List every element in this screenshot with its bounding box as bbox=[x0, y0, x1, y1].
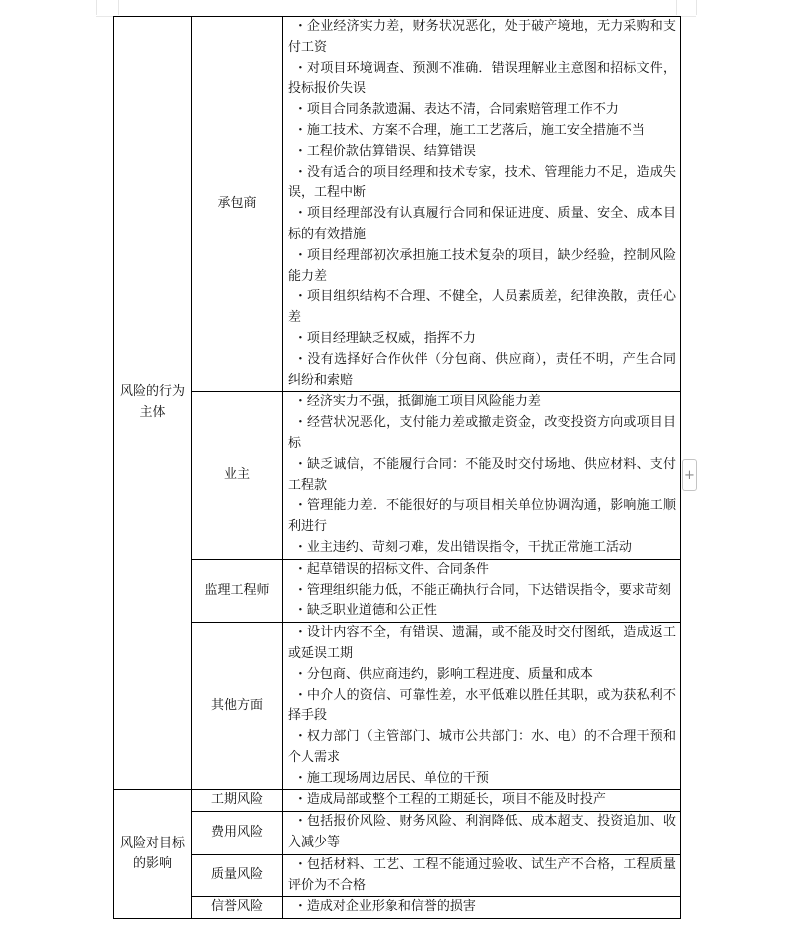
bullet-item: ・管理组织能力低，不能正确执行合同，下达错误指令，要求苛刻 bbox=[293, 582, 671, 598]
bullet-item: ・缺乏诚信，不能履行合同：不能及时交付场地、供应材料、支付工程款 bbox=[288, 456, 676, 493]
table-row bbox=[114, 559, 681, 622]
bullet-item: ・工程价款估算错误、结算错误 bbox=[293, 143, 476, 159]
bullet-item: ・经济实力不强，抵御施工项目风险能力差 bbox=[293, 394, 541, 410]
description-cell bbox=[283, 897, 681, 919]
description-cell bbox=[283, 790, 681, 812]
bullet-item: ・对项目环境调查、预测不准确．错误理解业主意图和招标文件，投标报价失误 bbox=[288, 60, 676, 97]
bullet-item: ・项目经理部没有认真履行合同和保证进度、质量、安全、成本目标的有效措施 bbox=[288, 206, 676, 242]
subject-cell: 信誉风险 bbox=[192, 897, 283, 919]
table-row bbox=[114, 623, 681, 790]
bullet-item: ・造成局部或整个工程的工期延长，项目不能及时投产 bbox=[293, 792, 606, 808]
subject-cell: 工期风险 bbox=[192, 790, 283, 812]
category-cell: 风险对目标的影响 bbox=[114, 790, 192, 919]
bullet-item: ・包括材料、工艺、工程不能通过验收、试生产不合格，工程质量评价为不合格 bbox=[288, 856, 676, 893]
bullet-item: ・设计内容不全，有错误、遗漏，或不能及时交付图纸，造成返工或延误工期 bbox=[288, 625, 676, 661]
category-cell: 风险的行为主体 bbox=[114, 17, 192, 790]
bullet-item: ・项目经理缺乏权威，指挥不力 bbox=[293, 330, 476, 346]
ruler-tick-left bbox=[96, 0, 97, 15]
bullet-item: ・造成对企业形象和信誉的损害 bbox=[293, 899, 476, 915]
subject-cell: 其他方面 bbox=[192, 623, 283, 790]
description-cell bbox=[283, 17, 681, 392]
risk-table-body bbox=[114, 17, 681, 919]
description-cell bbox=[283, 392, 681, 559]
subject-cell: 质量风险 bbox=[192, 854, 283, 897]
table-row bbox=[114, 392, 681, 559]
bullet-item: ・经营状况恶化，支付能力差或撤走资金，改变投资方向或项目目标 bbox=[288, 415, 676, 451]
table-row bbox=[114, 790, 681, 812]
table-row bbox=[114, 897, 681, 919]
bullet-item: ・企业经济实力差，财务状况恶化，处于破产境地，无力采购和支付工资 bbox=[288, 19, 676, 55]
description-cell bbox=[283, 623, 681, 790]
bullet-item: ・分包商、供应商违约，影响工程进度、质量和成本 bbox=[293, 666, 593, 682]
ruler-tick-right bbox=[696, 0, 697, 15]
description-cell bbox=[283, 812, 681, 855]
subject-cell: 费用风险 bbox=[192, 812, 283, 855]
bullet-item: ・施工现场周边居民、单位的干预 bbox=[293, 770, 489, 786]
bullet-item: ・施工技术、方案不合理，施工工艺落后，施工安全措施不当 bbox=[293, 122, 645, 138]
bullet-item: ・管理能力差．不能很好的与项目相关单位协调沟通，影响施工顺利进行 bbox=[288, 498, 676, 535]
bullet-item: ・起草错误的招标文件、合同条件 bbox=[293, 561, 489, 577]
description-cell bbox=[283, 559, 681, 622]
subject-cell: 业主 bbox=[192, 392, 283, 559]
bullet-item: ・包括报价风险、财务风险、利润降低、成本超支、投资追加、收入减少等 bbox=[288, 814, 676, 851]
table-row bbox=[114, 812, 681, 855]
bullet-item: ・项目组织结构不合理、不健全，人员素质差，纪律涣散，责任心差 bbox=[288, 289, 676, 326]
ruler-tick-left-inner bbox=[118, 0, 119, 15]
bullet-item: ・项目经理部初次承担施工技术复杂的项目，缺少经验，控制风险能力差 bbox=[288, 247, 676, 284]
bullet-item: ・权力部门（主管部门、城市公共部门：水、电）的不合理干预和个人需求 bbox=[288, 729, 676, 765]
ruler-tick-right-inner bbox=[676, 0, 677, 15]
bullet-item: ・业主违约、苛刻刁难，发出错误指令，干扰正常施工活动 bbox=[293, 539, 632, 555]
table-row bbox=[114, 854, 681, 897]
bullet-item: ・没有适合的项目经理和技术专家，技术、管理能力不足，造成失误，工程中断 bbox=[288, 164, 676, 201]
subject-cell: 承包商 bbox=[192, 17, 283, 392]
risk-table bbox=[113, 16, 681, 919]
table-row bbox=[114, 17, 681, 392]
bullet-item: ・中介人的资信、可靠性差，水平低难以胜任其职，或为获私利不择手段 bbox=[288, 687, 676, 724]
bullet-item: ・项目合同条款遗漏、表达不清，合同索赔管理工作不力 bbox=[293, 102, 619, 118]
add-column-button[interactable]: + bbox=[682, 459, 697, 491]
bullet-item: ・缺乏职业道德和公正性 bbox=[293, 603, 437, 619]
bullet-item: ・没有选择好合作伙伴（分包商、供应商），责任不明，产生合同纠纷和索赔 bbox=[288, 351, 676, 388]
description-cell bbox=[283, 854, 681, 897]
subject-cell: 监理工程师 bbox=[192, 559, 283, 622]
